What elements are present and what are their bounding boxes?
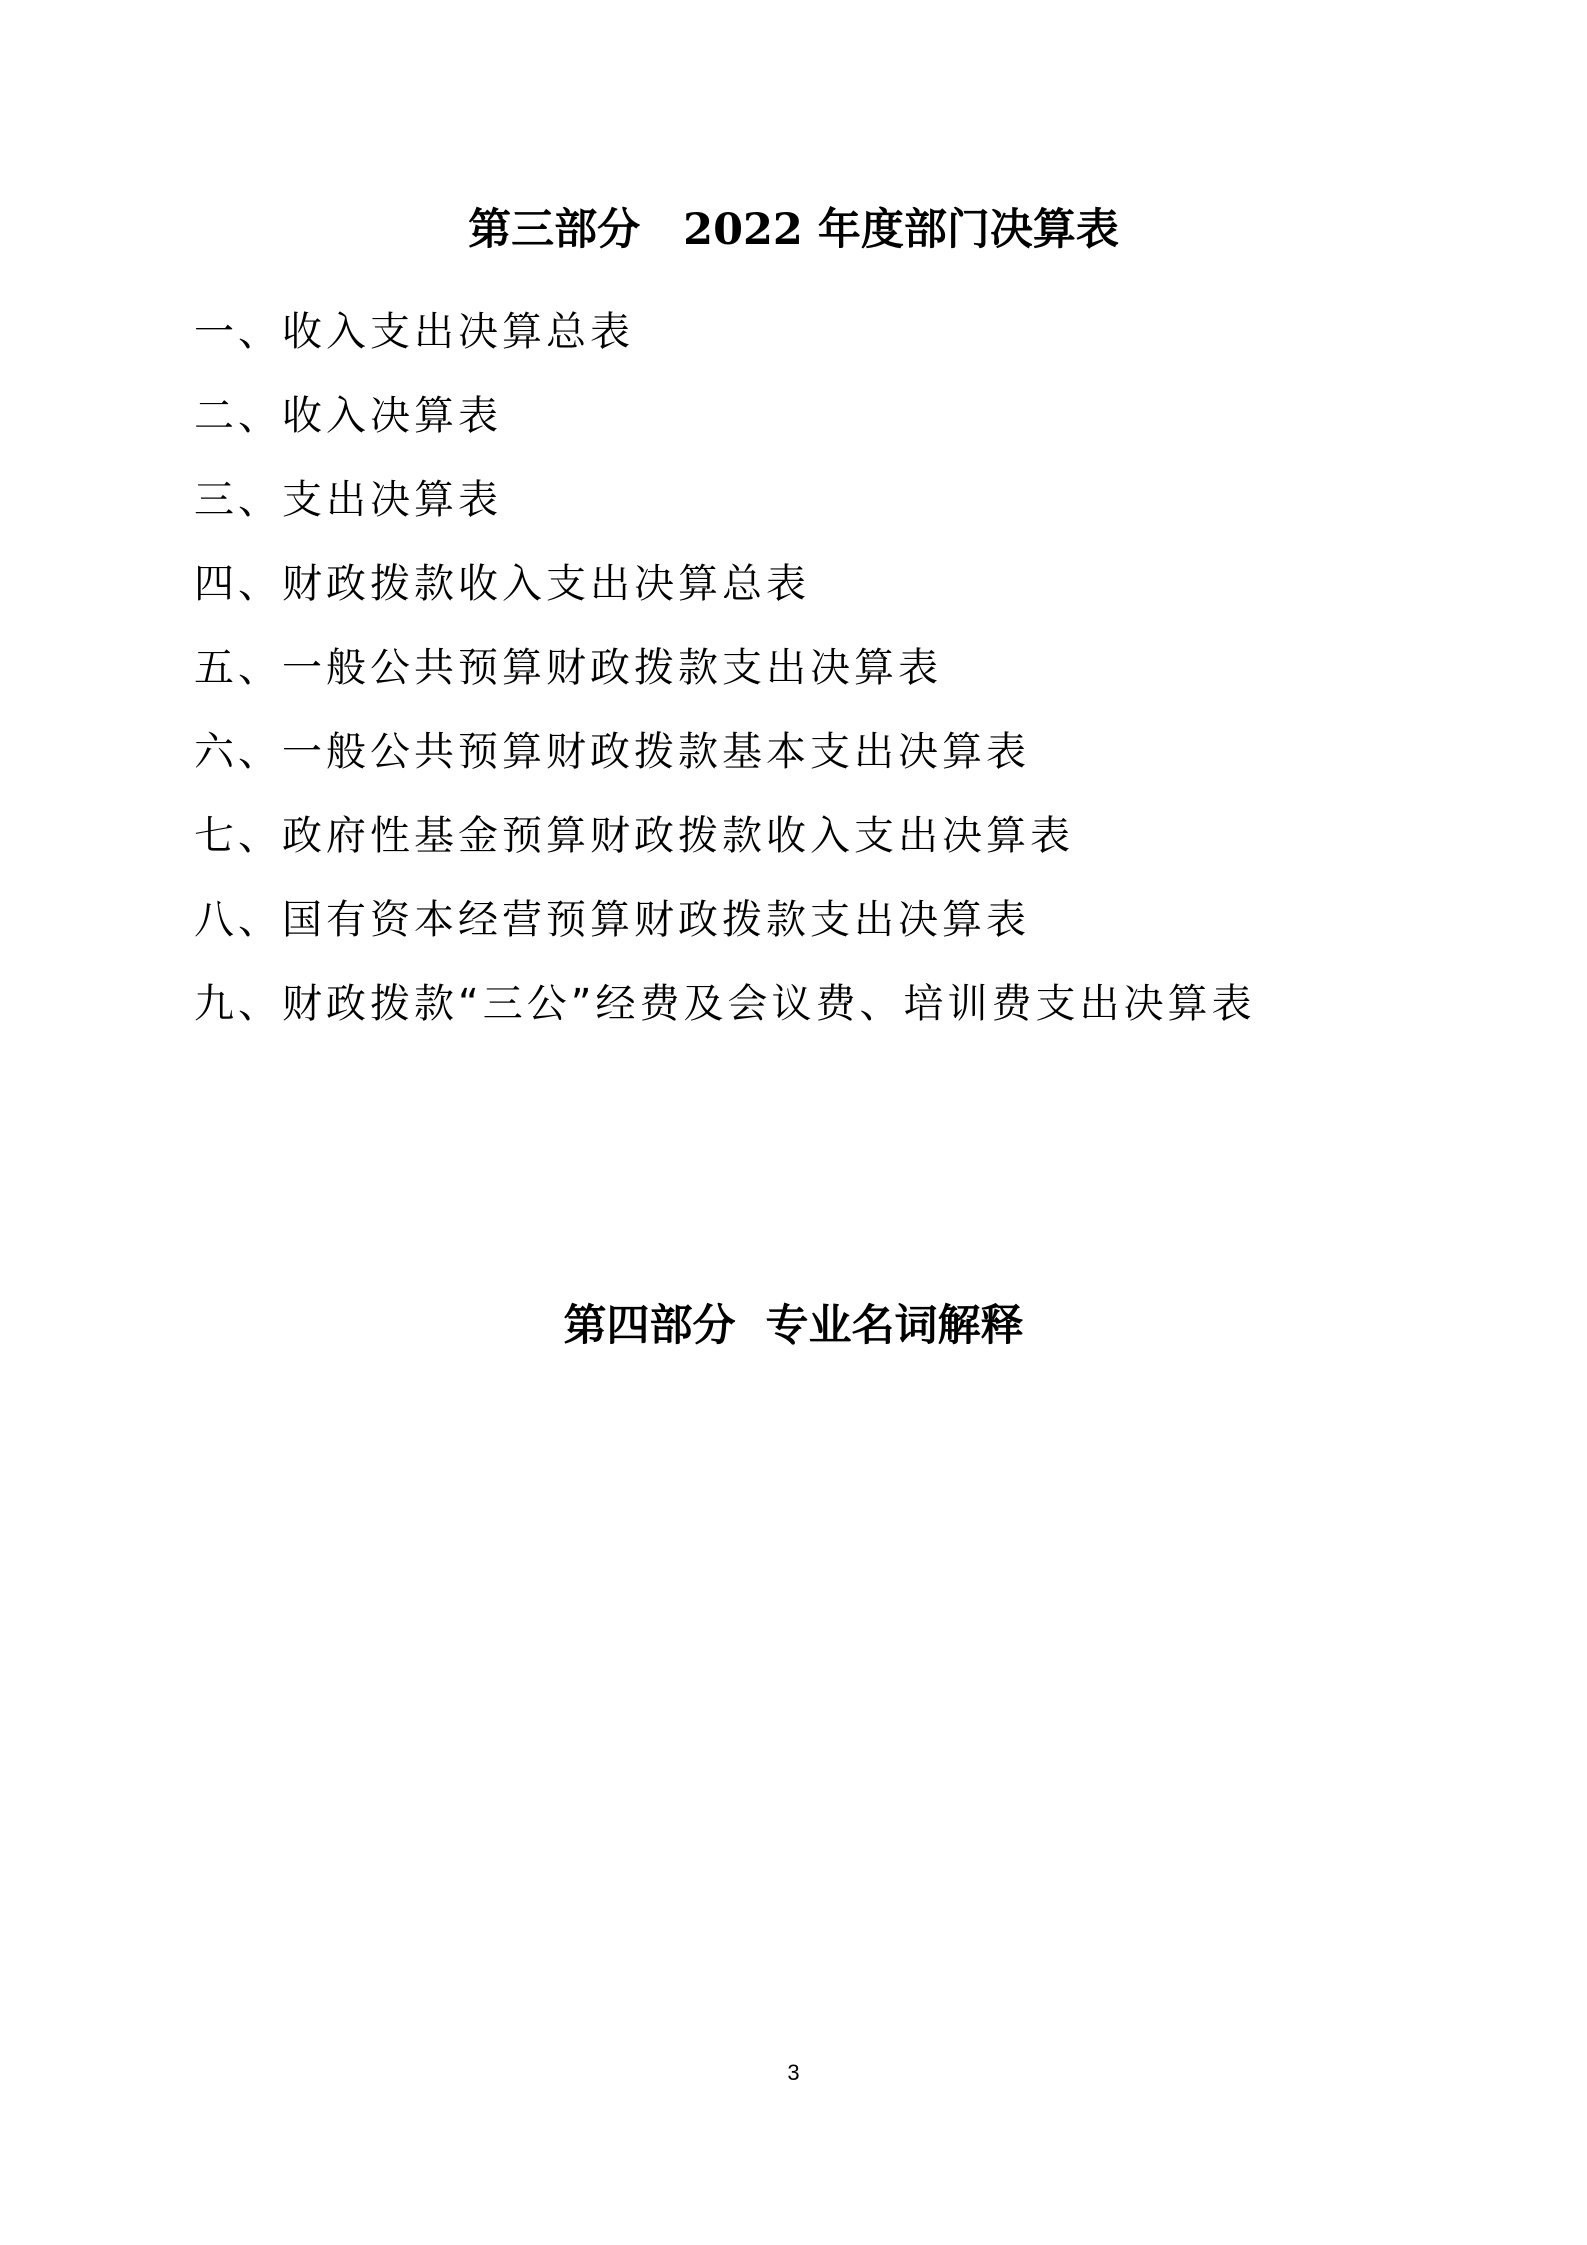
list-item: 四、财政拨款收入支出决算总表 (194, 561, 810, 607)
list-item: 八、国有资本经营预算财政拨款支出决算表 (194, 897, 1030, 943)
list-item: 五、一般公共预算财政拨款支出决算表 (194, 645, 942, 691)
part3-table-list (194, 290, 1255, 1046)
list-item: 七、政府性基金预算财政拨款收入支出决算表 (194, 813, 1074, 859)
part3-title: 第三部分 2022 年度部门决算表 (468, 205, 1119, 255)
part4-title: 第四部分 专业名词解释 (563, 1301, 1024, 1351)
page-number: 3 (787, 2060, 800, 2085)
list-item: 六、一般公共预算财政拨款基本支出决算表 (194, 729, 1030, 775)
list-item: 九、财政拨款“三公”经费及会议费、培训费支出决算表 (194, 981, 1256, 1027)
list-item: 二、收入决算表 (194, 393, 502, 439)
list-item: 一、收入支出决算总表 (194, 309, 634, 355)
list-item: 三、支出决算表 (194, 477, 502, 523)
